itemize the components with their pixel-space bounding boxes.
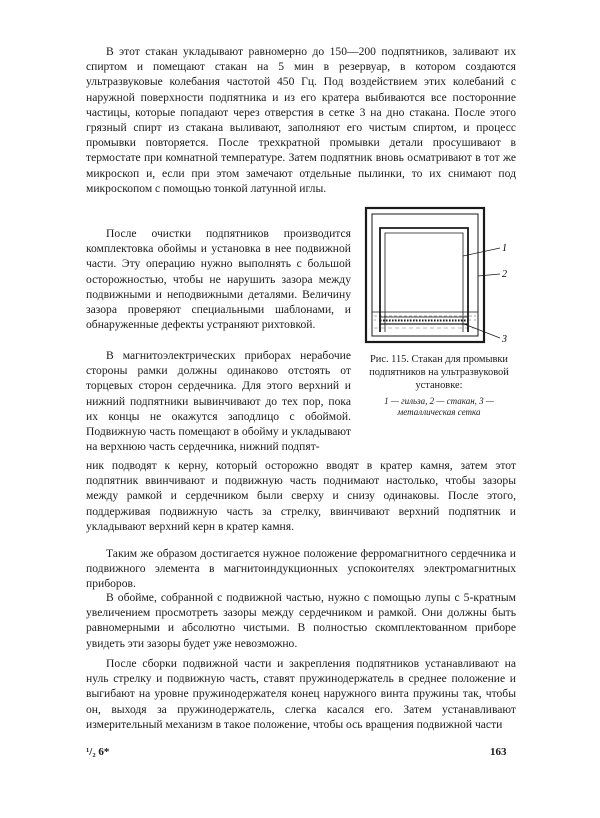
paragraph-assembly: После очистки подпятников производится комплектовка обоймы и установка в нее подвижной части. Эту операцию нужно выполнять с большой осторожностью, чтобы не нарушить зазора между подвижными и неподвижными деталями. Величину зазора проверяют специальными шаблонами, и обнаруженные дефекты устраняют рихтовкой. <box>86 227 351 332</box>
figure-legend: 1 — гильза, 2 — стакан, 3 — металлическая сетка <box>384 396 494 418</box>
paragraph-inspection: В обойме, собранной с подвижной частью, нужно с помощью лупы с 5-кратным увеличением просмотреть зазоры между сердечником и рамкой. Они должны быть равномерными и абсолютно чистыми. В полностью скомплектованном приборе увидеть эти зазоры будет уже невозможно. <box>86 591 516 650</box>
sleeve <box>380 228 468 332</box>
paragraph-ultrasonic-cleaning: В этот стакан укладывают равномерно до 150—200 подпятников, заливают их спиртом и помещают стакан на 5 мин в резервуар, в котором создаются ультразвуковые колебания частотой 450 Гц. Под воздействием этих колебаний с наружной поверхности подпятника и из его кратера выбиваются все посторонние частицы, которые попадают через отверстия в сетке 3 на дно стакана. После этого грязный спирт из стакана выливают, заполняют его чистым спиртом, и процесс промывки повторяется. После трехкратной промывки детали просушивают в термостате при комнатной температуре. Затем подпятник вновь осматривают в тот же микроскоп и, если при этом замечают отдельные пылинки, то их снимают под микроскопом с помощью тонкой латунной иглы. <box>86 45 516 195</box>
label-3: 3 <box>502 334 507 345</box>
figure-caption: Рис. 115. Стакан для промывки подпятников на ультразвуковой установке: <box>369 354 509 391</box>
signature-mark: ¹/₂ 6* <box>86 746 110 758</box>
paragraph-magnetoelectric-b: ник подводят к керну, который осторожно вводят в кратер камня, затем этот подпятник ввинчивают и подвижную часть поднимают настолько, чтобы зазоры между рамкой и сердечником были сверху и снизу одинаковы. После этого, поддерживая подвижную часть за стрелку, ввинчивают верхний подпятник и укладывают верхний керн в кратер камня. <box>86 459 516 533</box>
page-number: 163 <box>490 746 507 758</box>
paragraph-magnetoelectric-a: В магнитоэлектрических приборах нерабочие стороны рамки должны одинаково отстоять от торцевых сторон сердечника. Для этого верхний и нижний подпятники вывинчивают до тех пор, пока их концы не окажутся заподлицо с обоймой. Подвижную часть помещают в обойму и укладывают на верхнюю часть сердечника, нижний подпят- <box>86 349 351 454</box>
mesh <box>380 317 468 324</box>
cleaning-cup-drawing <box>360 204 520 350</box>
label-2: 2 <box>502 269 507 280</box>
paragraph-spring-setup: После сборки подвижной части и закрепления подпятников устанавливают на нуль стрелку и подвижную часть, ставят пружинодержатель в среднее положение и выгибают на уровне пружинодержателя конец наружного винта пружины так, чтобы он, выходя за пружинодержатель, слегка касался его. Затем устанавливают измерительный механизм в такое положение, чтобы ось вращения подвижной части <box>86 657 516 731</box>
paragraph-ferromagnetic: Таким же образом достигается нужное положение ферромагнитного сердечника и подвижного элемента в магнитоиндукционных успокоителях электромагнитных приборов. <box>86 547 516 591</box>
label-1: 1 <box>502 243 507 254</box>
figure-115 <box>360 204 520 418</box>
